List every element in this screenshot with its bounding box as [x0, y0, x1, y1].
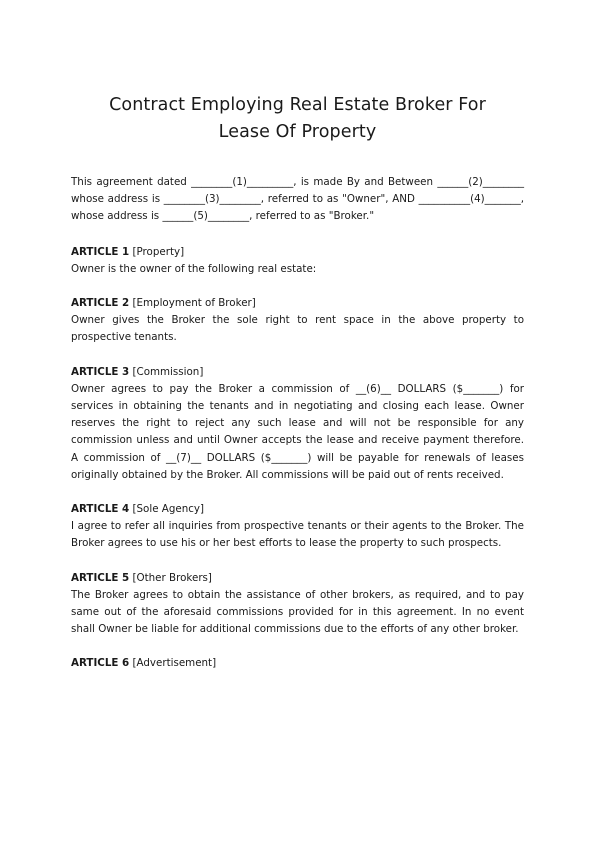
article-3	[71, 364, 524, 484]
article-number: ARTICLE 4	[71, 503, 130, 516]
article-title: [Commission]	[132, 365, 204, 378]
article-5	[71, 570, 524, 639]
article-heading	[71, 501, 524, 518]
article-heading	[71, 655, 524, 672]
article-body: Owner gives the Broker the sole right to rent space in the above property to prospective tenants.	[71, 314, 524, 344]
title-line-1: Contract Employing Real Estate Broker For	[109, 95, 486, 115]
article-body: Owner agrees to pay the Broker a commission of __(6)__ DOLLARS ($_______) for services in obtaining the tenants and in negotiating and closing each lease. Owner reserves the right to reject any such lease and will not be responsible for any commission unless and until Owner accepts the lease and receive payment therefore. A commission of __(7)__ DOLLARS ($_______) will be payable for renewals of leases originally obtained by the Broker. All commissions will be paid out of rents received.	[71, 382, 524, 481]
article-number: ARTICLE 5	[71, 571, 130, 584]
article-heading	[71, 244, 524, 261]
article-body: I agree to refer all inquiries from prospective tenants or their agents to the Broker. The Broker agrees to use his or her best efforts to lease the property to such prospects.	[71, 520, 524, 550]
article-title: [Advertisement]	[132, 657, 217, 670]
article-number: ARTICLE 2	[71, 297, 130, 310]
document-title	[71, 92, 524, 146]
title-line-2: Lease Of Property	[218, 122, 377, 142]
article-heading	[71, 364, 524, 381]
article-2	[71, 295, 524, 347]
article-6	[71, 655, 524, 672]
article-1	[71, 244, 524, 278]
article-body: The Broker agrees to obtain the assistance of other brokers, as required, and to pay same out of the aforesaid commissions provided for in this agreement. In no event shall Owner be liable for additional commissions due to the efforts of any other broker.	[71, 588, 524, 636]
article-title: [Property]	[132, 245, 185, 258]
article-heading	[71, 570, 524, 587]
article-heading	[71, 295, 524, 312]
article-title: [Sole Agency]	[132, 503, 205, 516]
article-4	[71, 501, 524, 553]
intro-paragraph: This agreement dated ________(1)_________, is made By and Between ______(2)________ whose address is ________(3)________, referred to as "Owner", AND __________(4)_______, whose address is ______(5)________, referred to as "Broker."	[71, 176, 524, 223]
article-number: ARTICLE 6	[71, 657, 130, 670]
article-body: Owner is the owner of the following real estate:	[71, 262, 317, 275]
article-title: [Employment of Broker]	[132, 297, 256, 310]
article-title: [Other Brokers]	[132, 571, 212, 584]
article-number: ARTICLE 3	[71, 365, 130, 378]
article-number: ARTICLE 1	[71, 245, 130, 258]
